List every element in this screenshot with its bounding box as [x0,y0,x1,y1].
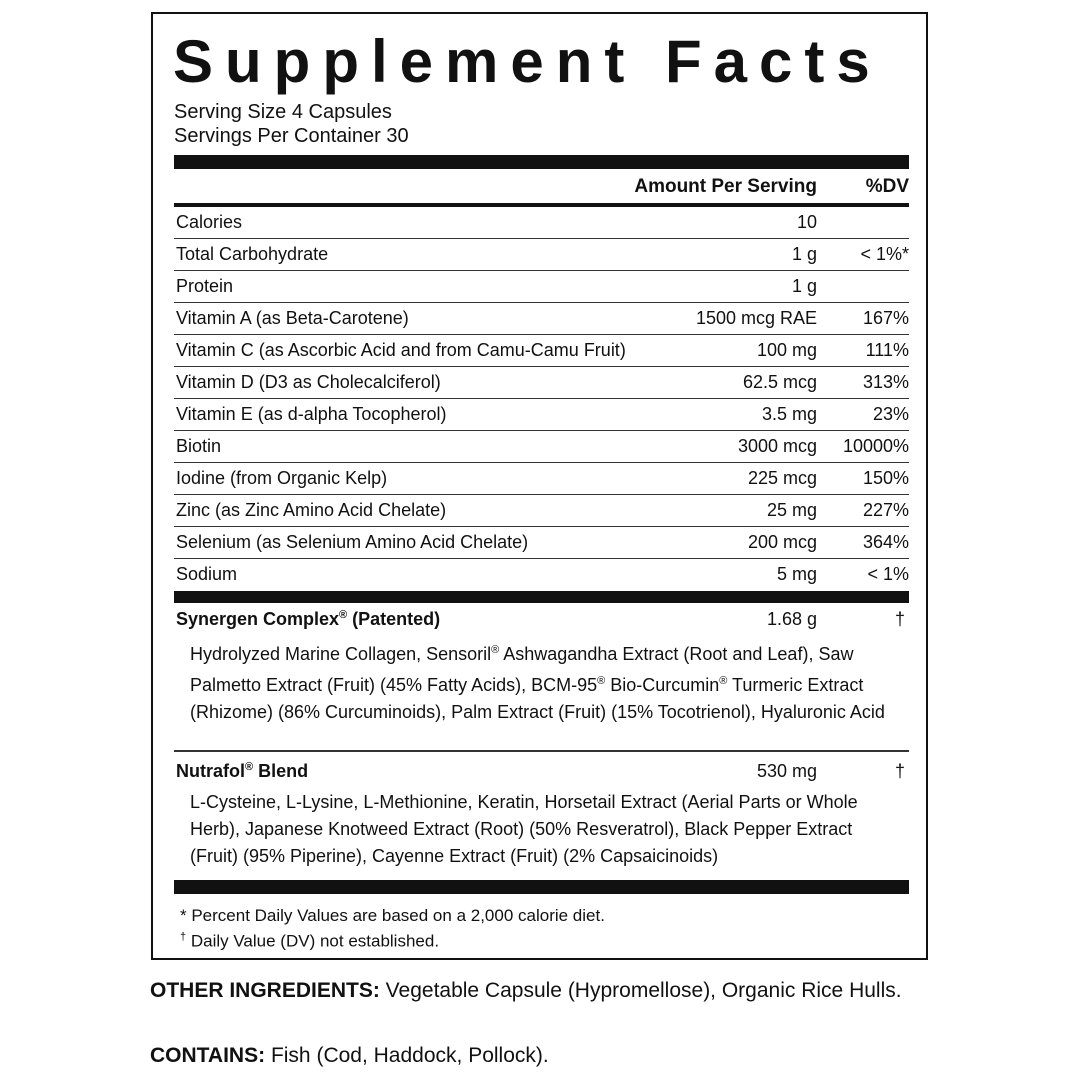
nutrient-dv: 167% [862,308,909,328]
nutrient-dv: 227% [862,500,909,520]
nutrient-amount: 225 mcg [747,468,817,488]
table-row [174,463,909,495]
contains-label: CONTAINS: [150,1044,266,1067]
nutrient-name: Vitamin A (as Beta-Carotene) [176,308,409,328]
nutrient-amount: 5 mg [776,564,817,584]
nutrient-name: Iodine (from Organic Kelp) [176,468,388,488]
nutrient-name: Total Carbohydrate [176,244,329,264]
nutrafol-amount: 530 mg [756,761,817,781]
supplement-facts-panel [151,12,928,960]
nutrient-dv: < 1% [867,564,909,584]
nutrient-name: Vitamin D (D3 as Cholecalciferol) [176,372,441,392]
nutrient-name: Selenium (as Selenium Amino Acid Chelate) [176,532,529,552]
synergen-ingredients: Hydrolyzed Marine Collagen, Sensoril® Ashwagandha Extract (Root and Leaf), Saw Palmetto Extract (Fruit) (45% Fatty Acids), BCM-95® Bio-Curcumin® Turmeric Extract (Rhizome) (86% Curcuminoids), Palm Extract (Fruit) (15% Tocotrienol), Hyaluronic Acid [190,644,885,722]
footnote-dv-not-established: † Daily Value (DV) not established. [180,931,440,951]
nutrient-name: Sodium [176,564,238,584]
other-ingredients-text: Vegetable Capsule (Hypromellose), Organic Rice Hulls. [379,979,902,1002]
nutrient-amount: 1 g [791,244,817,264]
header-amount: Amount Per Serving [634,176,817,197]
nutrient-name: Vitamin C (as Ascorbic Acid and from Camu-Camu Fruit) [176,340,626,360]
nutrient-dv: 364% [862,532,909,552]
nutrient-name: Calories [176,212,243,232]
allergen-contains [150,1041,950,1071]
table-row [174,367,909,399]
panel-title: Supplement Facts [173,28,882,95]
nutrient-amount: 62.5 mcg [742,372,817,392]
blend-divider [174,750,909,752]
nutrafol-blend [174,761,909,870]
nutrient-amount: 100 mg [756,340,817,360]
nutrient-amount: 3000 mcg [737,436,817,456]
table-row [174,207,909,239]
nutrafol-dv: † [894,761,905,781]
column-header [174,174,909,204]
thick-divider-middle [174,591,909,603]
table-row [174,271,909,303]
footnote-daily-values: * Percent Daily Values are based on a 2,000 calorie diet. [180,906,605,925]
other-ingredients [150,976,950,1006]
nutrient-name: Vitamin E (as d-alpha Tocopherol) [176,404,447,424]
nutrient-amount: 10 [796,212,817,232]
table-row [174,431,909,463]
table-row [174,239,909,271]
nutrient-name: Biotin [176,436,222,456]
synergen-complex-blend [174,609,909,726]
nutrient-amount: 25 mg [766,500,817,520]
nutrient-dv: < 1%* [860,244,909,264]
other-ingredients-label: OTHER INGREDIENTS: [150,979,380,1002]
serving-size: Serving Size 4 Capsules [174,101,392,123]
header-dv: %DV [865,176,909,197]
table-row [174,527,909,559]
thick-divider-top [174,155,909,169]
table-row [174,335,909,367]
servings-per-container: Servings Per Container 30 [174,125,409,147]
nutrient-name: Protein [176,276,234,296]
nutrient-amount: 1500 mcg RAE [695,308,817,328]
synergen-dv: † [894,609,905,629]
nutrient-dv: 150% [862,468,909,488]
nutrient-amount: 3.5 mg [761,404,817,424]
nutrient-dv: 23% [872,404,909,424]
table-row [174,495,909,527]
nutrient-dv: 111% [865,340,909,360]
table-row [174,399,909,431]
nutrient-name: Zinc (as Zinc Amino Acid Chelate) [176,500,447,520]
contains-text: Fish (Cod, Haddock, Pollock). [265,1044,549,1067]
nutrient-dv: 10000% [842,436,909,456]
synergen-amount: 1.68 g [766,609,817,629]
thick-divider-bottom [174,880,909,894]
nutrient-amount: 200 mcg [747,532,817,552]
synergen-name: Synergen Complex® (Patented) [176,609,441,629]
nutrient-dv: 313% [862,372,909,392]
table-row [174,303,909,335]
nutrient-amount: 1 g [791,276,817,296]
nutrafol-name: Nutrafol® Blend [176,761,309,781]
table-row [174,559,909,591]
nutrafol-ingredients: L-Cysteine, L-Lysine, L-Methionine, Keratin, Horsetail Extract (Aerial Parts or Whole Herb), Japanese Knotweed Extract (Root) (50% Resveratrol), Black Pepper Extract (Fruit) (95% Piperine), Cayenne Extract (Fruit) (2% Capsaicinoids) [190,792,858,866]
